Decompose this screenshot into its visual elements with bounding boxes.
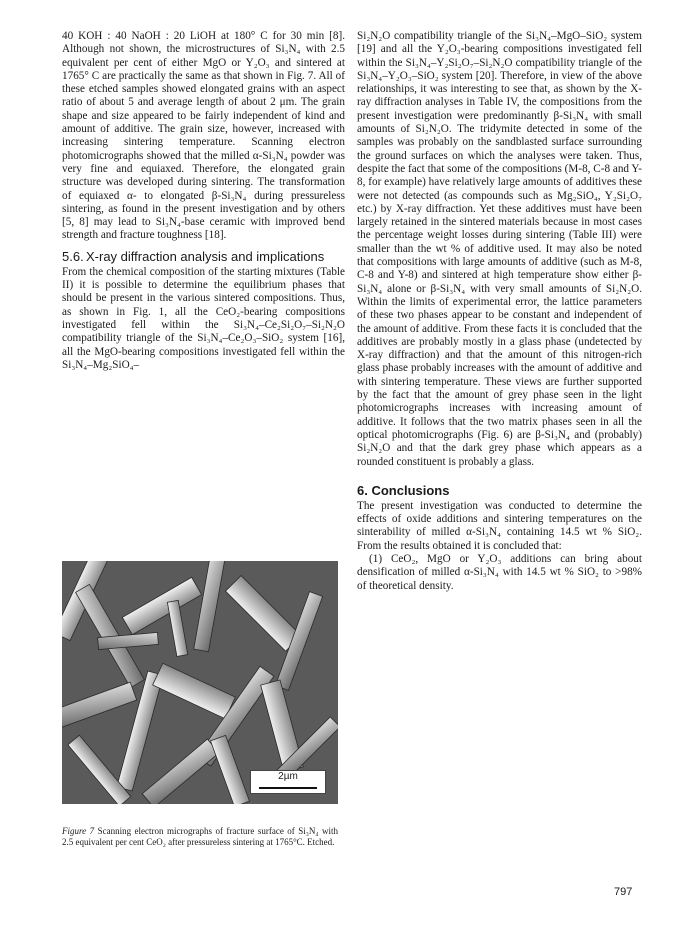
section-number: 5.6.	[62, 248, 84, 264]
paragraph-xray-intro: From the chemical composition of the starting mixtures (Table II) it is possible to determine the equilibrium phases that should be present in the various sintered compositions. Thus, as shown in Fig. 1, all the CeO₂-bearing compositions investigated fell within the Si₃N₄–Ce₂Si₂O₇–Si₂N₂O compatibility triangle of the Si₃N₄–Ce₂O₃–SiO₂ system [16], all the MgO-bearing compositions investigated fell within the Si₃N₄–Mg₂SiO₄–	[62, 265, 345, 371]
left-column	[62, 30, 345, 372]
paragraph-grain-structure: 40 KOH : 40 NaOH : 20 LiOH at 180° C for 30 min [8]. Although not shown, the microstructures of Si₃N₄ with 2.5 equivalent per cent of either MgO or Y₂O₃ and sintered at 1765° C are practically the same as that shown in Fig. 7. All of these etched samples showed elongated grains with an aspect ratio of about 5 and average length of about 2 μm. The grain shape and size appeared to be fairly independent of kind and amount of additive. The grain size, however, increased with increasing sintering temperature. Scanning electron photomicrographs showed that the milled α-Si₃N₄ powder was very fine and equiaxed. Therefore, the elongated grain structure was developed during sintering. The transformation of equiaxed α- to elongated β-Si₃N₄ during pressureless sintering, as found in the present investigation and by others [5, 8] may lead to Si₃N₄-base ceramic with improved bend strength and fracture toughness [18].	[62, 30, 345, 242]
page-number: 797	[614, 886, 633, 898]
section-heading-xray	[62, 249, 345, 264]
figure-caption	[62, 826, 338, 848]
caption-text: Scanning electron micrographs of fracture surface of Si₃N₄ with 2.5 equivalent per cent CeO₂ after pressureless sintering at 1765°C. Etched.	[62, 826, 338, 847]
scale-bar-line	[259, 787, 317, 789]
paragraph-xray-results: Si₂N₂O compatibility triangle of the Si₃N₄–MgO–SiO₂ system [19] and all the Y₂O₃-bearing compositions investigated fell within the Si₃N₄–Y₂Si₂O₇–Si₂N₂O compatibility triangle of the Si₃N₄–Y₂O₃–SiO₂ system [20]. Therefore, in view of the above relationships, it was interesting to see that, as shown by the X-ray diffraction analyses in Table IV, the compositions from the present investigation were predominantly β-Si₃N₄ with small amounts of Si₂N₂O. The tridymite detected in some of the samples was probably on the sandblasted surface surrounding the ground surfaces on which the analyses were taken. Thus, despite the fact that some of the compositions (M-8, C-8 and Y-8, for example) have relatively large amounts of additives these were not detected (as compounds such as Mg₂SiO₄, Y₂Si₂O₇ etc.) by X-ray diffraction. Yet these additives must have been largely retained in the sintered materials because in most cases the percentage weight losses during sintering (Table III) were smaller than the wt % of additive used. It may also be noted that compositions with large amounts of additive (such as M-8, C-8 and Y-8) and sintered at high temperature show either β-Si₃N₄ alone or β-Si₃N₄ with very small amounts of Si₂N₂O. Within the limits of experimental error, the lattice parameters of these two phases appear to be constant and independent of the amount of additive. From these facts it is concluded that the additives are probably mostly in a glass phase (undetected by X-ray diffraction) and that the amount of this nitrogen-rich glass phase probably increases with the amount of additive and with sintering temperature. These views are further supported by the fact that the amount of grey phase seen in the light photomicrographs increases with increasing amount of additive. It follows that the two matrix phases seen in all the optical photomicrographs (Fig. 6) are β-Si₃N₄ and (probably) Si₂N₂O and that the dark grey phase which appears as a rounded constituent is probably a glass.	[357, 30, 642, 468]
right-column	[357, 30, 642, 593]
section-heading-conclusions: 6. Conclusions	[357, 482, 450, 498]
paragraph-conclusions-intro: The present investigation was conducted to determine the effects of oxide additions and sintering temperatures on the sinterability of milled α-Si₃N₄ containing 14.5 wt % SiO₂. From the results obtained it is concluded that:	[357, 499, 642, 552]
scale-bar	[250, 770, 326, 794]
micrograph-image	[62, 561, 338, 804]
figure-label: Figure 7	[62, 826, 95, 836]
section-title: X-ray diffraction analysis and implications	[86, 248, 325, 264]
scale-bar-label: 2µm	[278, 771, 298, 782]
conclusion-item-1: (1) CeO₂, MgO or Y₂O₃ additions can bring about densification of milled α-Si₃N₄ with 14.5 wt % SiO₂ to >98% of theoretical density.	[357, 552, 642, 592]
sem-micrograph	[62, 561, 338, 804]
